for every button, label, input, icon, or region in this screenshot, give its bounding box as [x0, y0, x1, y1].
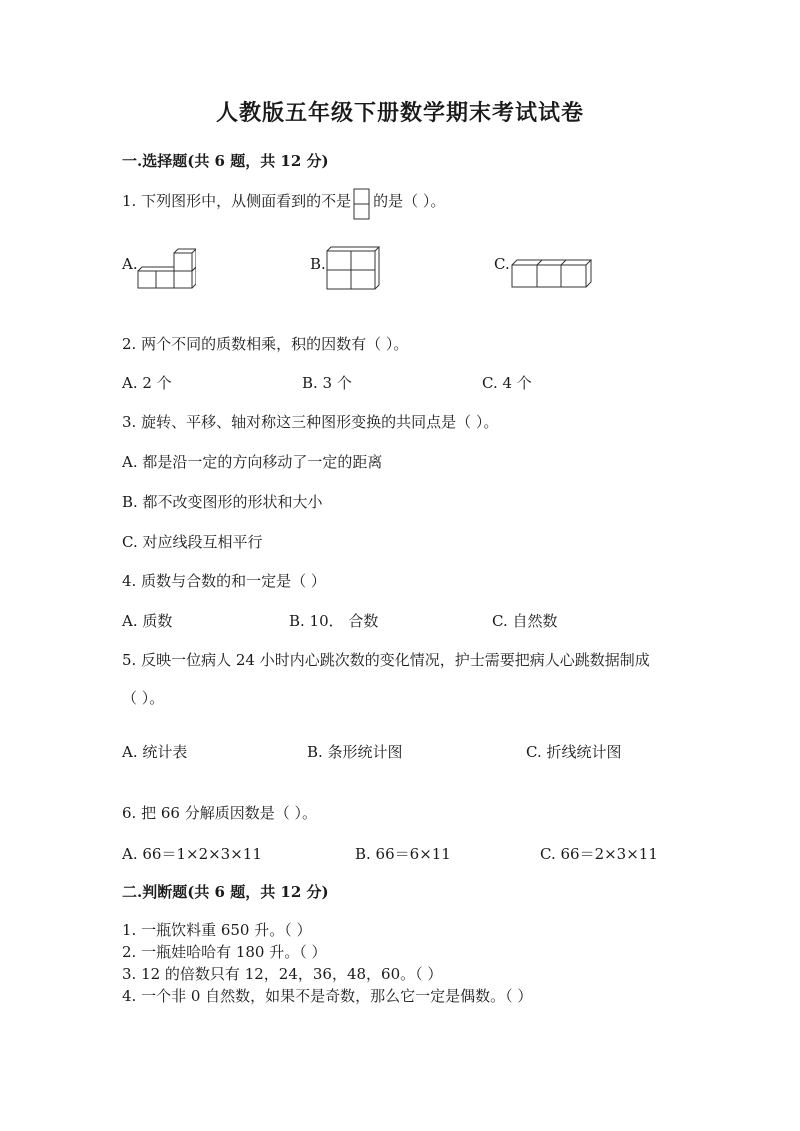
q4-option-b: B. 10． 合数 — [289, 612, 379, 630]
judgment-item-4: 4. 一个非 0 自然数，如果不是奇数，那么它一定是偶数。（ ） — [122, 987, 533, 1005]
q2-option-b: B. 3 个 — [302, 374, 352, 392]
q1-cubes-figure-c — [510, 258, 594, 290]
judgment-item-2: 2. 一瓶娃哈哈有 180 升。（ ） — [122, 943, 327, 961]
question-2: 2. 两个不同的质数相乘，积的因数有（ ）。 — [122, 335, 409, 353]
question-4: 4. 质数与合数的和一定是（ ） — [122, 572, 326, 590]
q6-option-b: B. 66＝6×11 — [355, 845, 451, 863]
q5-option-a: A. 统计表 — [122, 743, 188, 761]
question-1 — [122, 188, 445, 222]
two-stacked-squares-figure — [353, 188, 371, 222]
page-title: 人教版五年级下册数学期末考试试卷 — [215, 100, 584, 126]
judgment-item-1: 1. 一瓶饮料重 650 升。（ ） — [122, 921, 312, 939]
q5-option-c: C. 折线统计图 — [526, 743, 622, 761]
question-3: 3. 旋转、平移、轴对称这三种图形变换的共同点是（ ）。 — [122, 413, 499, 431]
judgment-item-3: 3. 12 的倍数只有 12，24，36，48，60。（ ） — [122, 965, 443, 983]
question-1-suffix: 的是（ ）。 — [373, 192, 446, 210]
q4-option-a: A. 质数 — [122, 612, 173, 630]
q2-option-c: C. 4 个 — [482, 374, 532, 392]
question-1-prefix: 1. 下列图形中，从侧面看到的不是 — [122, 192, 352, 210]
q1-cubes-figure-b — [324, 245, 382, 291]
q1-option-b: B. — [310, 255, 326, 273]
question-6: 6. 把 66 分解质因数是（ ）。 — [122, 804, 317, 822]
section-heading-choice: 一.选择题(共 6 题，共 12 分) — [122, 152, 329, 170]
q3-option-b: B. 都不改变图形的形状和大小 — [122, 493, 323, 511]
section-heading-judgment: 二.判断题(共 6 题，共 12 分) — [122, 883, 329, 901]
q6-option-a: A. 66＝1×2×3×11 — [122, 845, 262, 863]
q1-option-a: A. — [122, 255, 138, 273]
q3-option-a: A. 都是沿一定的方向移动了一定的距离 — [122, 453, 383, 471]
q1-cubes-figure-a — [136, 245, 196, 291]
question-5: 5. 反映一位病人 24 小时内心跳次数的变化情况，护士需要把病人心跳数据制成 — [122, 651, 650, 669]
q6-option-c: C. 66＝2×3×11 — [540, 845, 658, 863]
q5-option-b: B. 条形统计图 — [307, 743, 403, 761]
q3-option-c: C. 对应线段互相平行 — [122, 533, 263, 551]
q1-option-c: C. — [494, 255, 510, 273]
q4-option-c: C. 自然数 — [492, 612, 558, 630]
question-5-blank: （ ）。 — [122, 689, 165, 707]
q2-option-a: A. 2 个 — [122, 374, 172, 392]
